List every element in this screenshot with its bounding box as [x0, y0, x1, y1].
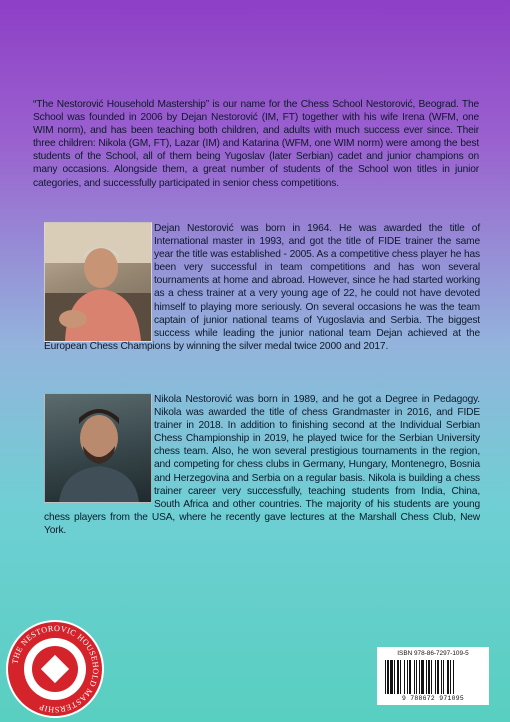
barcode-number: 9 788672 971095 [401, 695, 465, 702]
svg-text:THE NESTOROVIC HOUSEHOLD MASTE: THE NESTOROVIC HOUSEHOLD MASTERSHIP [10, 623, 101, 715]
intro-paragraph: “The Nestorović Household Mastership” is our name for the Chess School Nestorović, Beograd. The School was founded in 2006 by Dejan Nestorović (IM, FT) together with his wife Irena (WFM, one WIM norm), and has been teaching both children, and adults with much success ever since. Their three children: Nikola (GM, FT), Lazar (IM) and Katarina (WFM, one WIM norm) were among the best students of the School, all of them being Yugoslav (later Serbian) cadet and junior champions on many occasions. Alongside them, a great number of students of the School won titles in junior categories, and successfully participated in senior chess competitions. [33, 99, 479, 189]
dejan-bio-paragraph: Dejan Nestorović was born in 1964. He was awarded the title of International master in 1993, and got the title of FIDE trainer the same year the title was established - 2005. As a competitive chess player he has been very successful in team competitions and has won several tournaments at home and abroad. However, since he had started working as a chess trainer at a very young age of 22, he could not have devoted himself to playing more seriously. On several occasions he was the team captain of junior national teams of Yugoslavia and Serbia. The biggest success while leading the junior national team Dejan achieved at the European Chess Champions by winning the silver medal twice 2000 and 2017. [44, 223, 480, 352]
nikola-bio-paragraph: Nikola Nestorović was born in 1989, and he got a Degree in Pedagogy. Nikola was awarded the title of chess Grandmaster in 2016, and FIDE trainer in 2018. In addition to finishing second at the Individual Serbian Chess Championship in 2019, he played twice for the Serbian University chess team. Also, he won several prestigious tournaments in the region, and competing for chess clubs in Germany, Hungary, Montenegro, Bosnia and Herzegovina and Serbia on a regular basis. Nikola is building a chess trainer career very successfully, teaching students from India, China, South Africa and other countries. The majority of his students are young chess players from the USA, where he recently gave lectures at the Marshall Chess Club, New York. [44, 394, 480, 536]
isbn-label: ISBN 978-86-7297-109-5 [397, 650, 469, 657]
barcode-icon [385, 660, 481, 694]
barcode-panel [377, 647, 489, 705]
publisher-seal-logo [6, 620, 104, 718]
